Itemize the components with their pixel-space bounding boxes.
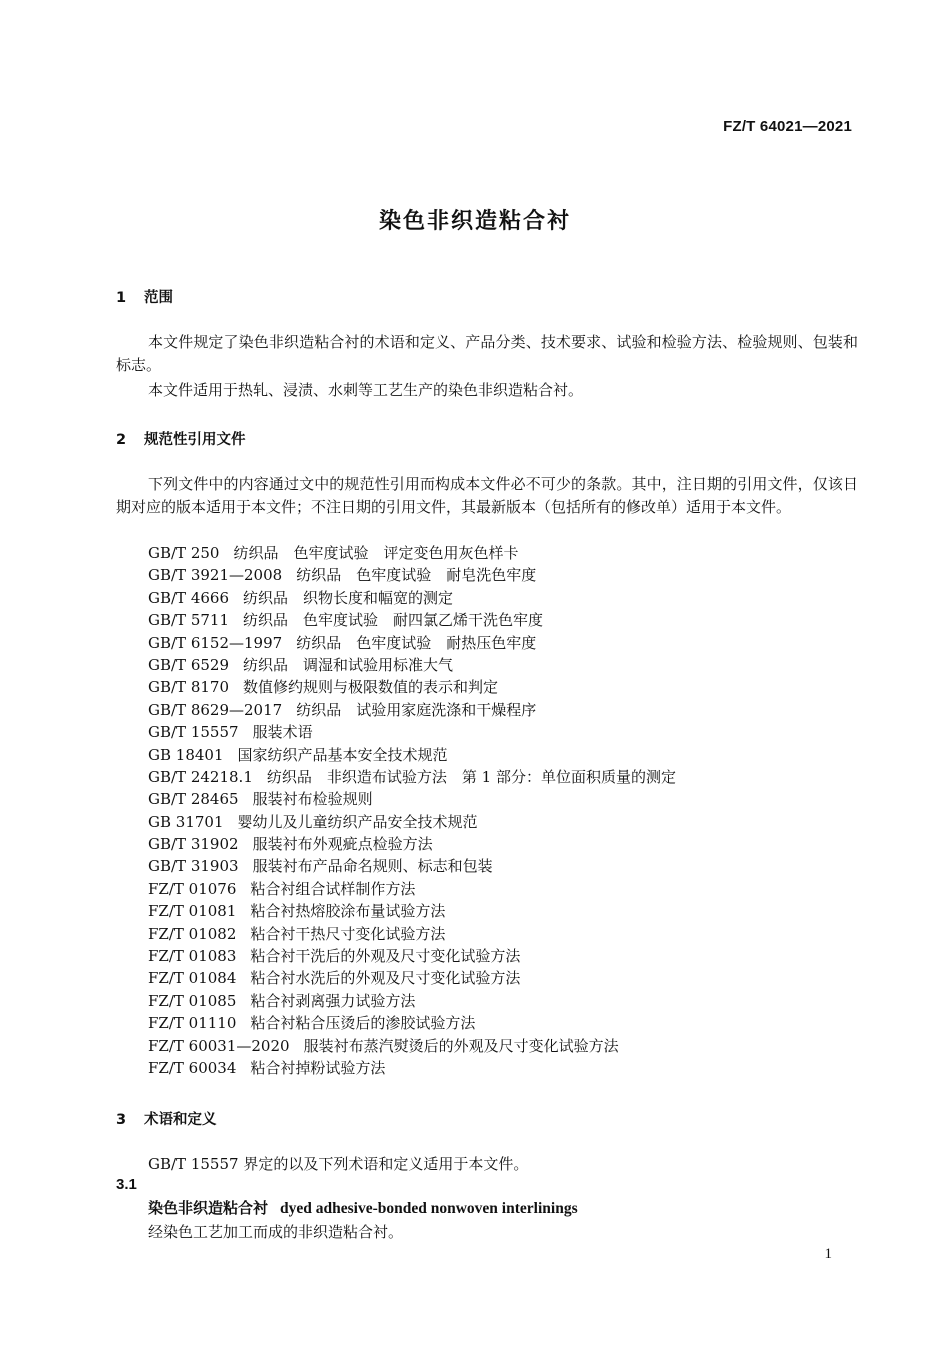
document-code: FZ/T 64021—2021 <box>723 118 852 135</box>
list-item <box>148 855 676 877</box>
list-item <box>148 967 676 989</box>
term-entry <box>148 1197 578 1218</box>
reference-list <box>148 542 676 1079</box>
reference-title: 纺织品 试验用家庭洗涤和干燥程序 <box>296 700 537 719</box>
reference-title: 粘合衬水洗后的外观及尺寸变化试验方法 <box>250 969 521 988</box>
section-title: 范围 <box>144 290 173 306</box>
reference-title: 服装衬布产品命名规则、标志和包装 <box>252 857 493 876</box>
list-item <box>148 811 676 833</box>
reference-code: GB/T 6529 <box>148 655 230 674</box>
reference-code: FZ/T 01084 <box>148 969 237 988</box>
reference-title: 粘合衬热熔胶涂布量试验方法 <box>250 902 446 921</box>
term-clause-number: 3.1 <box>116 1176 137 1193</box>
reference-title: 纺织品 色牢度试验 耐皂洗色牢度 <box>296 566 537 585</box>
reference-title: 婴幼儿及儿童纺织产品安全技术规范 <box>237 812 478 831</box>
reference-title: 服装衬布外观疵点检验方法 <box>252 835 433 854</box>
reference-title: 纺织品 调湿和试验用标准大气 <box>243 655 454 674</box>
reference-code: GB/T 8170 <box>148 678 230 697</box>
reference-title: 纺织品 非织造布试验方法 第 1 部分：单位面积质量的测定 <box>266 767 676 786</box>
reference-code: GB 31701 <box>148 812 224 831</box>
term-definition: 经染色工艺加工而成的非织造粘合衬。 <box>148 1223 404 1241</box>
reference-code: GB 18401 <box>148 745 224 764</box>
reference-code: GB/T 31902 <box>148 835 239 854</box>
reference-code: FZ/T 01083 <box>148 947 237 966</box>
reference-code: GB/T 4666 <box>148 588 230 607</box>
scope-paragraph: 本文件适用于热轧、浸渍、水刺等工艺生产的染色非织造粘合衬。 <box>148 381 584 399</box>
section-number: 3 <box>116 1112 127 1128</box>
reference-title: 数值修约规则与极限数值的表示和判定 <box>243 678 499 697</box>
list-item <box>148 744 676 766</box>
reference-code: GB/T 8629—2017 <box>148 700 283 719</box>
list-item <box>148 542 676 564</box>
reference-title: 粘合衬粘合压烫后的渗胶试验方法 <box>250 1014 476 1033</box>
list-item <box>148 1057 676 1079</box>
term-english: dyed adhesive-bonded nonwoven interlinings <box>280 1200 578 1217</box>
document-title: 染色非织造粘合衬 <box>378 209 571 234</box>
term-chinese: 染色非织造粘合衬 <box>148 1199 269 1217</box>
scope-paragraph: 本文件规定了染色非织造粘合衬的术语和定义、产品分类、技术要求、试验和检验方法、检验规则、包装和标志。 <box>116 333 858 374</box>
reference-code: GB/T 3921—2008 <box>148 566 283 585</box>
section-title: 术语和定义 <box>144 1112 217 1128</box>
reference-title: 国家纺织产品基本安全技术规范 <box>237 745 448 764</box>
reference-title: 纺织品 色牢度试验 耐热压色牢度 <box>296 633 537 652</box>
reference-code: GB/T 5711 <box>148 611 230 630</box>
page-number: 1 <box>824 1246 832 1262</box>
reference-code: FZ/T 01082 <box>148 924 237 943</box>
reference-title: 粘合衬掉粉试验方法 <box>250 1058 386 1077</box>
list-item <box>148 1035 676 1057</box>
reference-title: 纺织品 色牢度试验 耐四氯乙烯干洗色牢度 <box>243 611 544 630</box>
section-number: 2 <box>116 432 127 448</box>
reference-title: 粘合衬组合试样制作方法 <box>250 879 416 898</box>
reference-code: GB/T 250 <box>148 544 220 562</box>
list-item <box>148 564 676 586</box>
reference-code: FZ/T 01085 <box>148 991 237 1010</box>
reference-code: GB/T 24218.1 <box>148 767 253 786</box>
reference-title: 粘合衬剥离强力试验方法 <box>250 991 416 1010</box>
reference-code: GB/T 28465 <box>148 790 239 809</box>
reference-code: FZ/T 60031—2020 <box>148 1036 290 1055</box>
section-heading-scope <box>116 286 173 307</box>
reference-title: 服装衬布蒸汽熨烫后的外观及尺寸变化试验方法 <box>303 1036 619 1055</box>
reference-title: 粘合衬干洗后的外观及尺寸变化试验方法 <box>250 947 521 966</box>
list-item <box>148 945 676 967</box>
reference-title: 服装术语 <box>252 723 313 742</box>
list-item <box>148 609 676 631</box>
reference-code: GB/T 15557 <box>148 723 239 742</box>
terms-intro-paragraph: GB/T 15557 界定的以及下列术语和定义适用于本文件。 <box>148 1155 529 1173</box>
section-title: 规范性引用文件 <box>144 432 246 448</box>
reference-code: FZ/T 01110 <box>148 1014 237 1033</box>
reference-title: 纺织品 色牢度试验 评定变色用灰色样卡 <box>233 544 519 562</box>
list-item <box>148 990 676 1012</box>
reference-title: 服装衬布检验规则 <box>252 790 373 809</box>
section-number: 1 <box>116 290 127 306</box>
list-item <box>148 632 676 654</box>
list-item <box>148 766 676 788</box>
list-item <box>148 923 676 945</box>
reference-code: GB/T 31903 <box>148 857 239 876</box>
list-item <box>148 788 676 810</box>
list-item <box>148 721 676 743</box>
list-item <box>148 900 676 922</box>
list-item <box>148 676 676 698</box>
reference-code: FZ/T 01076 <box>148 879 237 898</box>
list-item <box>148 654 676 676</box>
list-item <box>148 699 676 721</box>
reference-title: 纺织品 织物长度和幅宽的测定 <box>243 588 454 607</box>
references-intro-paragraph: 下列文件中的内容通过文中的规范性引用而构成本文件必不可少的条款。其中，注日期的引用文件，仅该日期对应的版本适用于本文件；不注日期的引用文件，其最新版本（包括所有的修改单）适用于本文件。 <box>116 475 858 516</box>
reference-title: 粘合衬干热尺寸变化试验方法 <box>250 924 446 943</box>
list-item <box>148 1012 676 1034</box>
list-item <box>148 878 676 900</box>
reference-code: FZ/T 01081 <box>148 902 237 921</box>
section-heading-normative-references <box>116 428 246 449</box>
list-item <box>148 833 676 855</box>
reference-code: FZ/T 60034 <box>148 1058 237 1077</box>
section-heading-terms-definitions <box>116 1108 217 1129</box>
list-item <box>148 587 676 609</box>
reference-code: GB/T 6152—1997 <box>148 633 283 652</box>
